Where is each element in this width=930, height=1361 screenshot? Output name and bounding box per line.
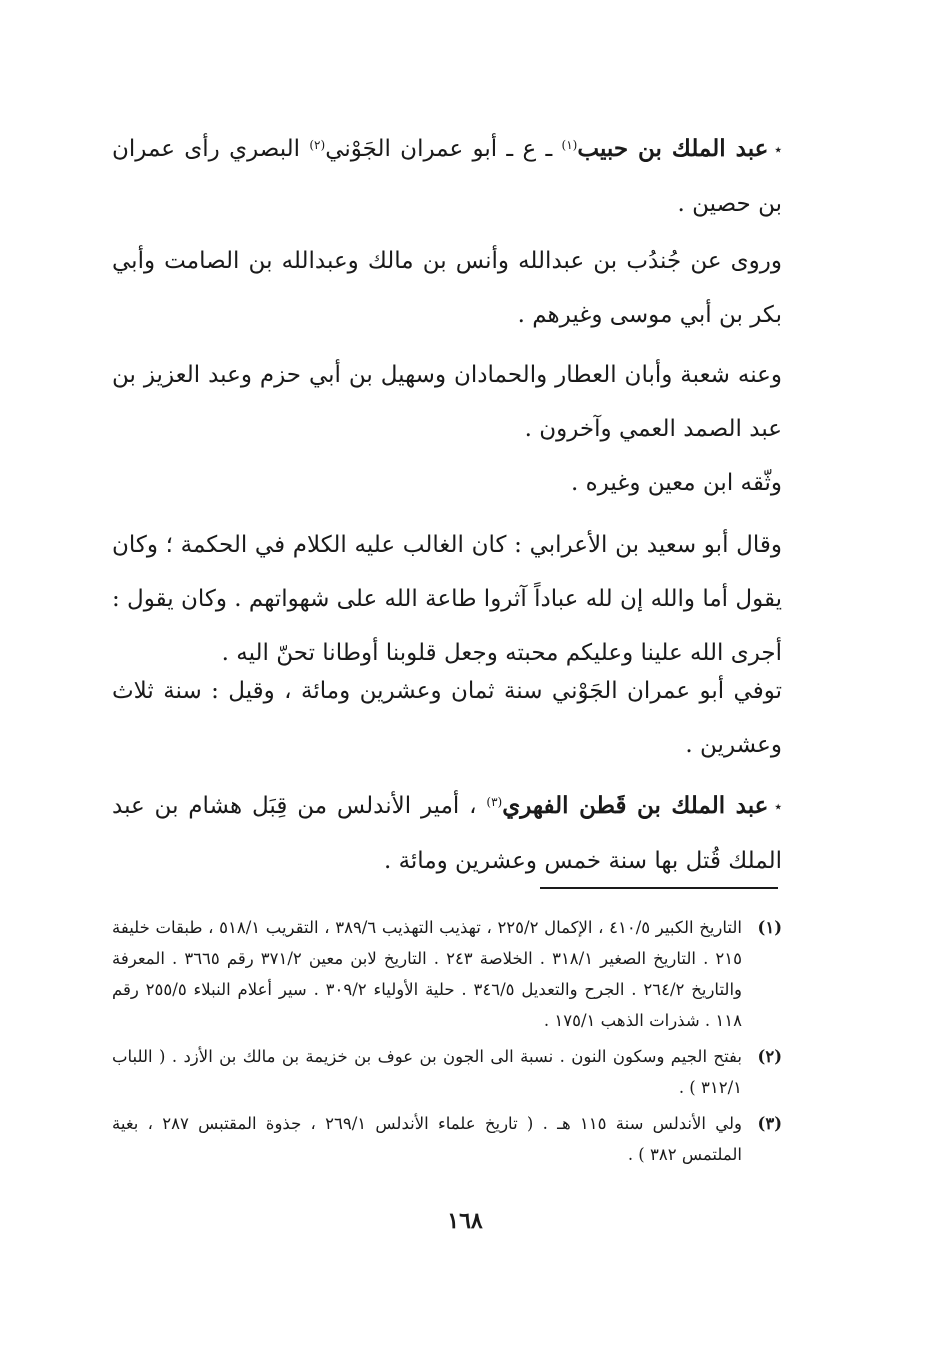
entry-bullet: ٭ [774, 799, 782, 815]
footnote-number: (٣) [757, 1114, 782, 1133]
paragraph-death: توفي أبو عمران الجَوْني سنة ثمان وعشرين ومائة ، وقيل : سنة ثلاث وعشرين . [112, 678, 782, 758]
paragraph-trustworthiness: وثّقه ابن معين وغيره . [570, 470, 782, 496]
entry-bullet: ٭ [774, 142, 782, 158]
footnote-text: التاريخ الكبير ٤١٠/٥ ، الإكمال ٢٢٥/٢ ، تهذيب التهذيب ٣٨٩/٦ ، التقريب ٥١٨/١ ، طبقات خليفة ٢١٥ . التاريخ الصغير ٣١٨/١ . الخلاصة ٢٤٣ . التاريخ لابن معين ٣٧١/٢ رقم ٣٦٦٥ . المعرفة والتاريخ ٢٦٤/٢ . الجرح والتعديل ٣٤٦/٥ . حلية الأولياء ٣٠٩/٢ . سير أعلام النبلاء ٢٥٥/٥ رقم ١١٨ . شذرات الذهب ١٧٥/١ . [112, 918, 743, 1030]
page-number: ١٦٨ [447, 1208, 483, 1234]
entry-abd-al-malik-ibn-habib [112, 122, 782, 231]
footnote-2 [112, 1041, 782, 1103]
paragraph-sayings: وقال أبو سعيد بن الأعرابي : كان الغالب عليه الكلام في الحكمة ؛ وكان يقول أما والله إن لله عباداً آثروا طاعة الله على شهواتهم . وكان يقول : أجرى الله علينا وعليكم محبته وجعل قلوبنا أوطانا تحنّ اليه . [112, 532, 782, 666]
footnote-number: (١) [757, 918, 782, 937]
footnote-number: (٢) [757, 1047, 782, 1066]
paragraph-narrated-from: وروى عن جُندُب بن عبدالله وأنس بن مالك وعبدالله بن الصامت وأبي بكر بن أبي موسى وغيرهم . [112, 248, 782, 328]
entry-name: عبد الملك بن حبيب [577, 135, 769, 162]
footnote-3 [112, 1108, 782, 1170]
footnote-separator [540, 887, 778, 889]
footnote-text: ولي الأندلس سنة ١١٥ هـ . ( تاريخ علماء الأندلس ٢٦٩/١ ، جذوة المقتبس ٢٨٧ ، بغية الملتمس ٣٨٢ ) . [112, 1114, 742, 1164]
footnote-ref-2: (٢) [309, 138, 326, 152]
footnote-ref-3: (٣) [486, 795, 503, 809]
entry-text: ـ ع ـ أبو عمران الجَوْني [325, 136, 562, 162]
footnotes [112, 912, 782, 1175]
entry-abd-al-malik-ibn-qatan [112, 779, 782, 888]
entry-text: ، أمير الأندلس من قِبَل هشام بن عبد الملك قُتل بها سنة خمس وعشرين ومائة . [112, 793, 782, 874]
footnote-ref-1: (١) [561, 138, 578, 152]
paragraph-narrators: وعنه شعبة وأبان العطار والحمادان وسهيل بن أبي حزم وعبد العزيز بن عبد الصمد العمي وآخرون . [112, 362, 782, 442]
entry-text: البصري رأى عمران بن حصين . [112, 136, 782, 217]
footnote-1 [112, 912, 782, 1036]
entry-name: عبد الملك بن قَطن الفهري [502, 792, 769, 819]
footnote-text: بفتح الجيم وسكون النون . نسبة الى الجون بن عوف بن خزيمة بن مالك بن الأزد . ( اللباب ٣١٢/١ ) . [112, 1047, 742, 1097]
